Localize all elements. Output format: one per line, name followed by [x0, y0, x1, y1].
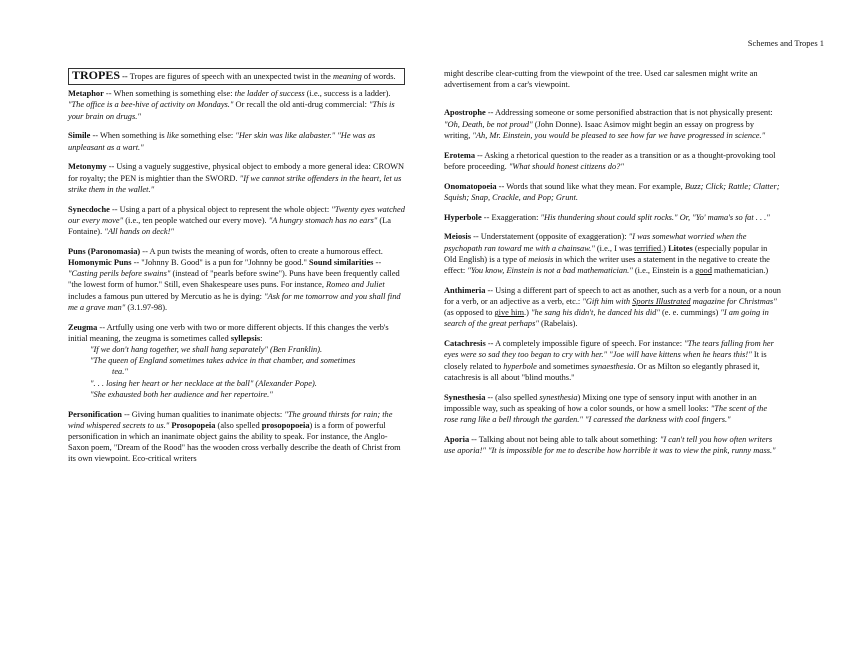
- term-zeugma: Zeugma: [68, 322, 98, 332]
- text: ) Mixing one type of sensory input with another in an impossible way, such as speaking of how a color sounds, or how a smell looks:: [444, 392, 757, 413]
- text: It is closely related to: [444, 350, 767, 371]
- term-sound-similarities: Sound similarities: [308, 258, 374, 268]
- text: . Or as Milton so elegantly phrased it, catachresis is all about "blind mouths.": [444, 361, 760, 382]
- zeugma-quote-2: "The queen of England sometimes takes advice in that chamber, and sometimes: [90, 356, 356, 366]
- text: .): [524, 308, 532, 318]
- term-synesthesia: Synesthesia: [444, 392, 486, 402]
- term-anthimeria: Anthimeria: [444, 285, 486, 295]
- text: (as opposed to: [444, 308, 495, 318]
- title-dash: --: [120, 72, 130, 81]
- example: the ladder of success: [234, 89, 305, 99]
- term-puns: Puns (Paronomasia): [68, 246, 141, 256]
- zeugma-quote-3: ". . . losing her heart or her necklace at the ball" (Alexander Pope).: [90, 378, 317, 388]
- term-apostrophe: Apostrophe: [444, 108, 486, 118]
- example: "I am going in search of the great perhaps": [444, 308, 769, 329]
- example: "Casting perils before swains": [68, 269, 171, 279]
- text: -- (also spelled: [485, 392, 540, 402]
- text: in which the writer uses a statement in the negative to create the effect:: [444, 254, 770, 276]
- zeugma-quote-2-cont: tea.": [112, 367, 128, 377]
- text: (3.1.97-98).: [125, 302, 168, 312]
- text: -- Addressing someone or some personified abstraction that is not physically present:: [485, 108, 773, 118]
- text: (especially popular in Old English) is a type of: [444, 243, 768, 264]
- term-catachresis: Catachresis: [444, 339, 486, 349]
- entry-personification: [68, 409, 405, 465]
- text: -- A pun twists the meaning of words, often to create a humorous effect.: [140, 246, 383, 256]
- text: (instead of "pearls before swine"). Puns have been frequently called "the lowest form of humor." Still, even Shakespeare uses puns. For instance,: [68, 269, 400, 290]
- example: "Gift him with: [582, 297, 633, 307]
- example: "What should honest citizens do?": [508, 161, 624, 171]
- entry-zeugma: [68, 322, 405, 400]
- text: and sometimes: [536, 361, 592, 371]
- entry-onomatopoeia: [444, 181, 781, 203]
- entry-meiosis: [444, 231, 781, 276]
- example: "You know, Einstein is not a bad mathematician.": [467, 266, 633, 276]
- example: "Twenty eyes watched our every move": [68, 204, 405, 225]
- term-synecdoche: Synecdoche: [68, 204, 110, 214]
- term-prosopopeia: Prosopopeia: [171, 420, 216, 430]
- running-header: Schemes and Tropes 1: [747, 38, 824, 48]
- text: -- Artfully using one verb with two or more different objects. If this changes the verb's initial meaning, the zeugma is sometimes called: [68, 322, 389, 343]
- term-simile: Simile: [68, 131, 91, 141]
- text: (i.e., I was: [594, 243, 635, 253]
- entry-apostrophe: [444, 107, 781, 141]
- text: (Rabelais).: [538, 319, 578, 329]
- example: "A hungry stomach has no ears": [268, 215, 378, 225]
- continuation-text: might describe clear-cutting from the viewpoint of the tree. Used car salesmen might write an advertisement from a car's viewpoint.: [444, 69, 758, 90]
- text: (i.e., success is a ladder).: [304, 89, 391, 99]
- text: -- Using a vaguely suggestive, physical object to embody a more general idea: CROWN for royalty; the PEN is mightier than the SWORD.: [68, 162, 405, 183]
- title-box: [68, 68, 405, 85]
- entry-erotema: [444, 150, 781, 172]
- underlined-word: give him: [494, 308, 525, 318]
- text: -- Using a different part of speech to act as another, such as a verb for a noun, or a noun for a verb, or an adjective as a verb, etc.:: [444, 285, 781, 307]
- entry-synesthesia: [444, 392, 781, 426]
- example: "I can't tell you how often writers use aporia!" "It is impossible for me to describe how horrible it was to view the pink, runny mass.": [444, 434, 776, 456]
- zeugma-quote-4: "She exhausted both her audience and her repertoire.": [90, 389, 273, 399]
- text: :: [260, 333, 263, 343]
- term-meiosis: Meiosis: [444, 232, 471, 242]
- term-personification: Personification: [68, 409, 122, 419]
- entry-simile: [68, 130, 405, 152]
- entry-hyperbole: [444, 212, 781, 223]
- zeugma-quote-1: "If we don't hang together, we shall hang separately" (Ben Franklin).: [90, 345, 323, 355]
- example: "The ground thirsts for rain; the wind whispered secrets to us.": [68, 409, 393, 430]
- text: (La Fontaine).: [68, 215, 391, 237]
- left-column: [68, 68, 405, 473]
- underlined-word: good: [695, 266, 712, 276]
- text: (John Donne). Isaac Asimov might begin an essay on progress by writing,: [444, 119, 755, 140]
- example: "The tears falling from her eyes were so sad they too began to cry with her." "Joe will have kittens when he hears this!": [444, 339, 774, 360]
- example: "Her skin was like alabaster." "He was as unpleasant as a wart.": [68, 131, 376, 152]
- text: -- Giving human qualities to inanimate objects:: [121, 409, 285, 419]
- example: Romeo and Juliet: [326, 280, 385, 290]
- example: "Ah, Mr. Einstein, you would be pleased to see how far we have progressed in science.": [472, 130, 766, 140]
- text: something else:: [178, 131, 236, 141]
- term-metaphor: Metaphor: [68, 89, 104, 99]
- text: -- When something is: [90, 131, 167, 141]
- example: "This is your brain on drugs.": [68, 100, 395, 121]
- example: "The office is a bee-hive of activity on Mondays.": [68, 100, 234, 110]
- text: (i.e., Einstein is a: [632, 266, 696, 276]
- text: .): [661, 243, 669, 253]
- text: -- Asking a rhetorical question to the reader as a transition or as a thought-provoking tool before proceeding.: [444, 150, 776, 171]
- example: magazine for Christmas": [690, 297, 777, 307]
- text: -- Using a part of a physical object to represent the whole object:: [109, 204, 332, 214]
- example: hyperbole: [503, 361, 537, 371]
- title-intro-end: of words.: [361, 72, 396, 81]
- text: (also spelled: [215, 420, 262, 430]
- term-onomatopoeia: Onomatopoeia: [444, 181, 497, 191]
- text: (e. e. cummings): [659, 308, 721, 318]
- entry-anthimeria: [444, 285, 781, 330]
- text: --: [373, 258, 382, 268]
- example: like: [166, 131, 179, 141]
- term-prosopopoeia: prosopopoeia: [261, 420, 310, 430]
- term-litotes: Litotes: [668, 243, 693, 253]
- text: -- Talking about not being able to talk about something:: [469, 434, 660, 444]
- term-aporia: Aporia: [444, 434, 470, 444]
- text: -- A completely impossible figure of speech. For instance:: [485, 339, 685, 349]
- term-erotema: Erotema: [444, 150, 476, 160]
- example: "If we cannot strike offenders in the heart, let us strike them in the wallet.": [68, 173, 402, 194]
- example: synesthesia: [539, 392, 578, 402]
- example: "Oh, Death, be not proud": [444, 119, 533, 129]
- tropes-title: TROPES: [72, 68, 121, 82]
- example: Buzz; Click; Rattle; Clatter; Squish; Snap, Crackle, and Pop; Grunt.: [444, 181, 780, 202]
- term-homonymic-puns: Homonymic Puns: [68, 258, 132, 268]
- example: "His thundering shout could split rocks." Or, "Yo' mama's so fat . . .": [540, 212, 770, 222]
- entry-puns: [68, 246, 405, 313]
- example: "Ask for me tomorrow and you shall find me a grave man": [68, 291, 401, 312]
- text: -- Exaggeration:: [481, 212, 541, 222]
- example: "The scent of the rose rang like a bell through the garden." "I caressed the darkness with cool fingers.": [444, 403, 768, 425]
- example: meiosis: [528, 254, 554, 264]
- text: -- "Johnny B. Good" is a pun for "Johnny be good.": [131, 258, 309, 268]
- example: "All hands on deck!": [104, 227, 174, 237]
- example: "he sang his didn't, he danced his did": [531, 308, 660, 318]
- example: synaesthesia: [591, 361, 634, 371]
- text: ) is a form of powerful personification in which an inanimate object gains the ability to speak. For instance, the Anglo-Saxon poem, "Dream of the Rood" has the wooden cross verbally describe the death of Christ from its own viewpoint. Eco-critical writers: [68, 420, 401, 464]
- title-intro: Tropes are figures of speech with an unexpected twist in the: [129, 72, 333, 81]
- text: Or recall the old anti-drug commercial:: [233, 100, 369, 110]
- entry-metonymy: [68, 161, 405, 195]
- entry-metaphor: [68, 88, 405, 122]
- entry-aporia: [444, 434, 781, 456]
- entry-synecdoche: [68, 204, 405, 238]
- text: includes a famous pun uttered by Mercutio as he is dying:: [68, 291, 265, 301]
- text: -- Words that sound like what they mean. For example,: [496, 181, 685, 191]
- term-metonymy: Metonymy: [68, 162, 107, 172]
- example-underlined: Sports Illustrated: [632, 297, 691, 307]
- right-column: [444, 68, 781, 465]
- entry-catachresis: [444, 338, 781, 383]
- text: -- Understatement (opposite of exaggeration):: [470, 232, 629, 242]
- text: (i.e., ten people watched our every move).: [123, 215, 269, 225]
- title-intro-em: meaning: [332, 72, 362, 81]
- text: mathematician.): [711, 266, 769, 276]
- term-hyperbole: Hyperbole: [444, 212, 482, 222]
- text: -- When something is something else:: [103, 89, 235, 99]
- underlined-word: terrified: [634, 243, 662, 253]
- term-syllepsis: syllepsis: [230, 333, 261, 343]
- example: "I was somewhat worried when the psychopath ran toward me with a chainsaw.": [444, 232, 747, 253]
